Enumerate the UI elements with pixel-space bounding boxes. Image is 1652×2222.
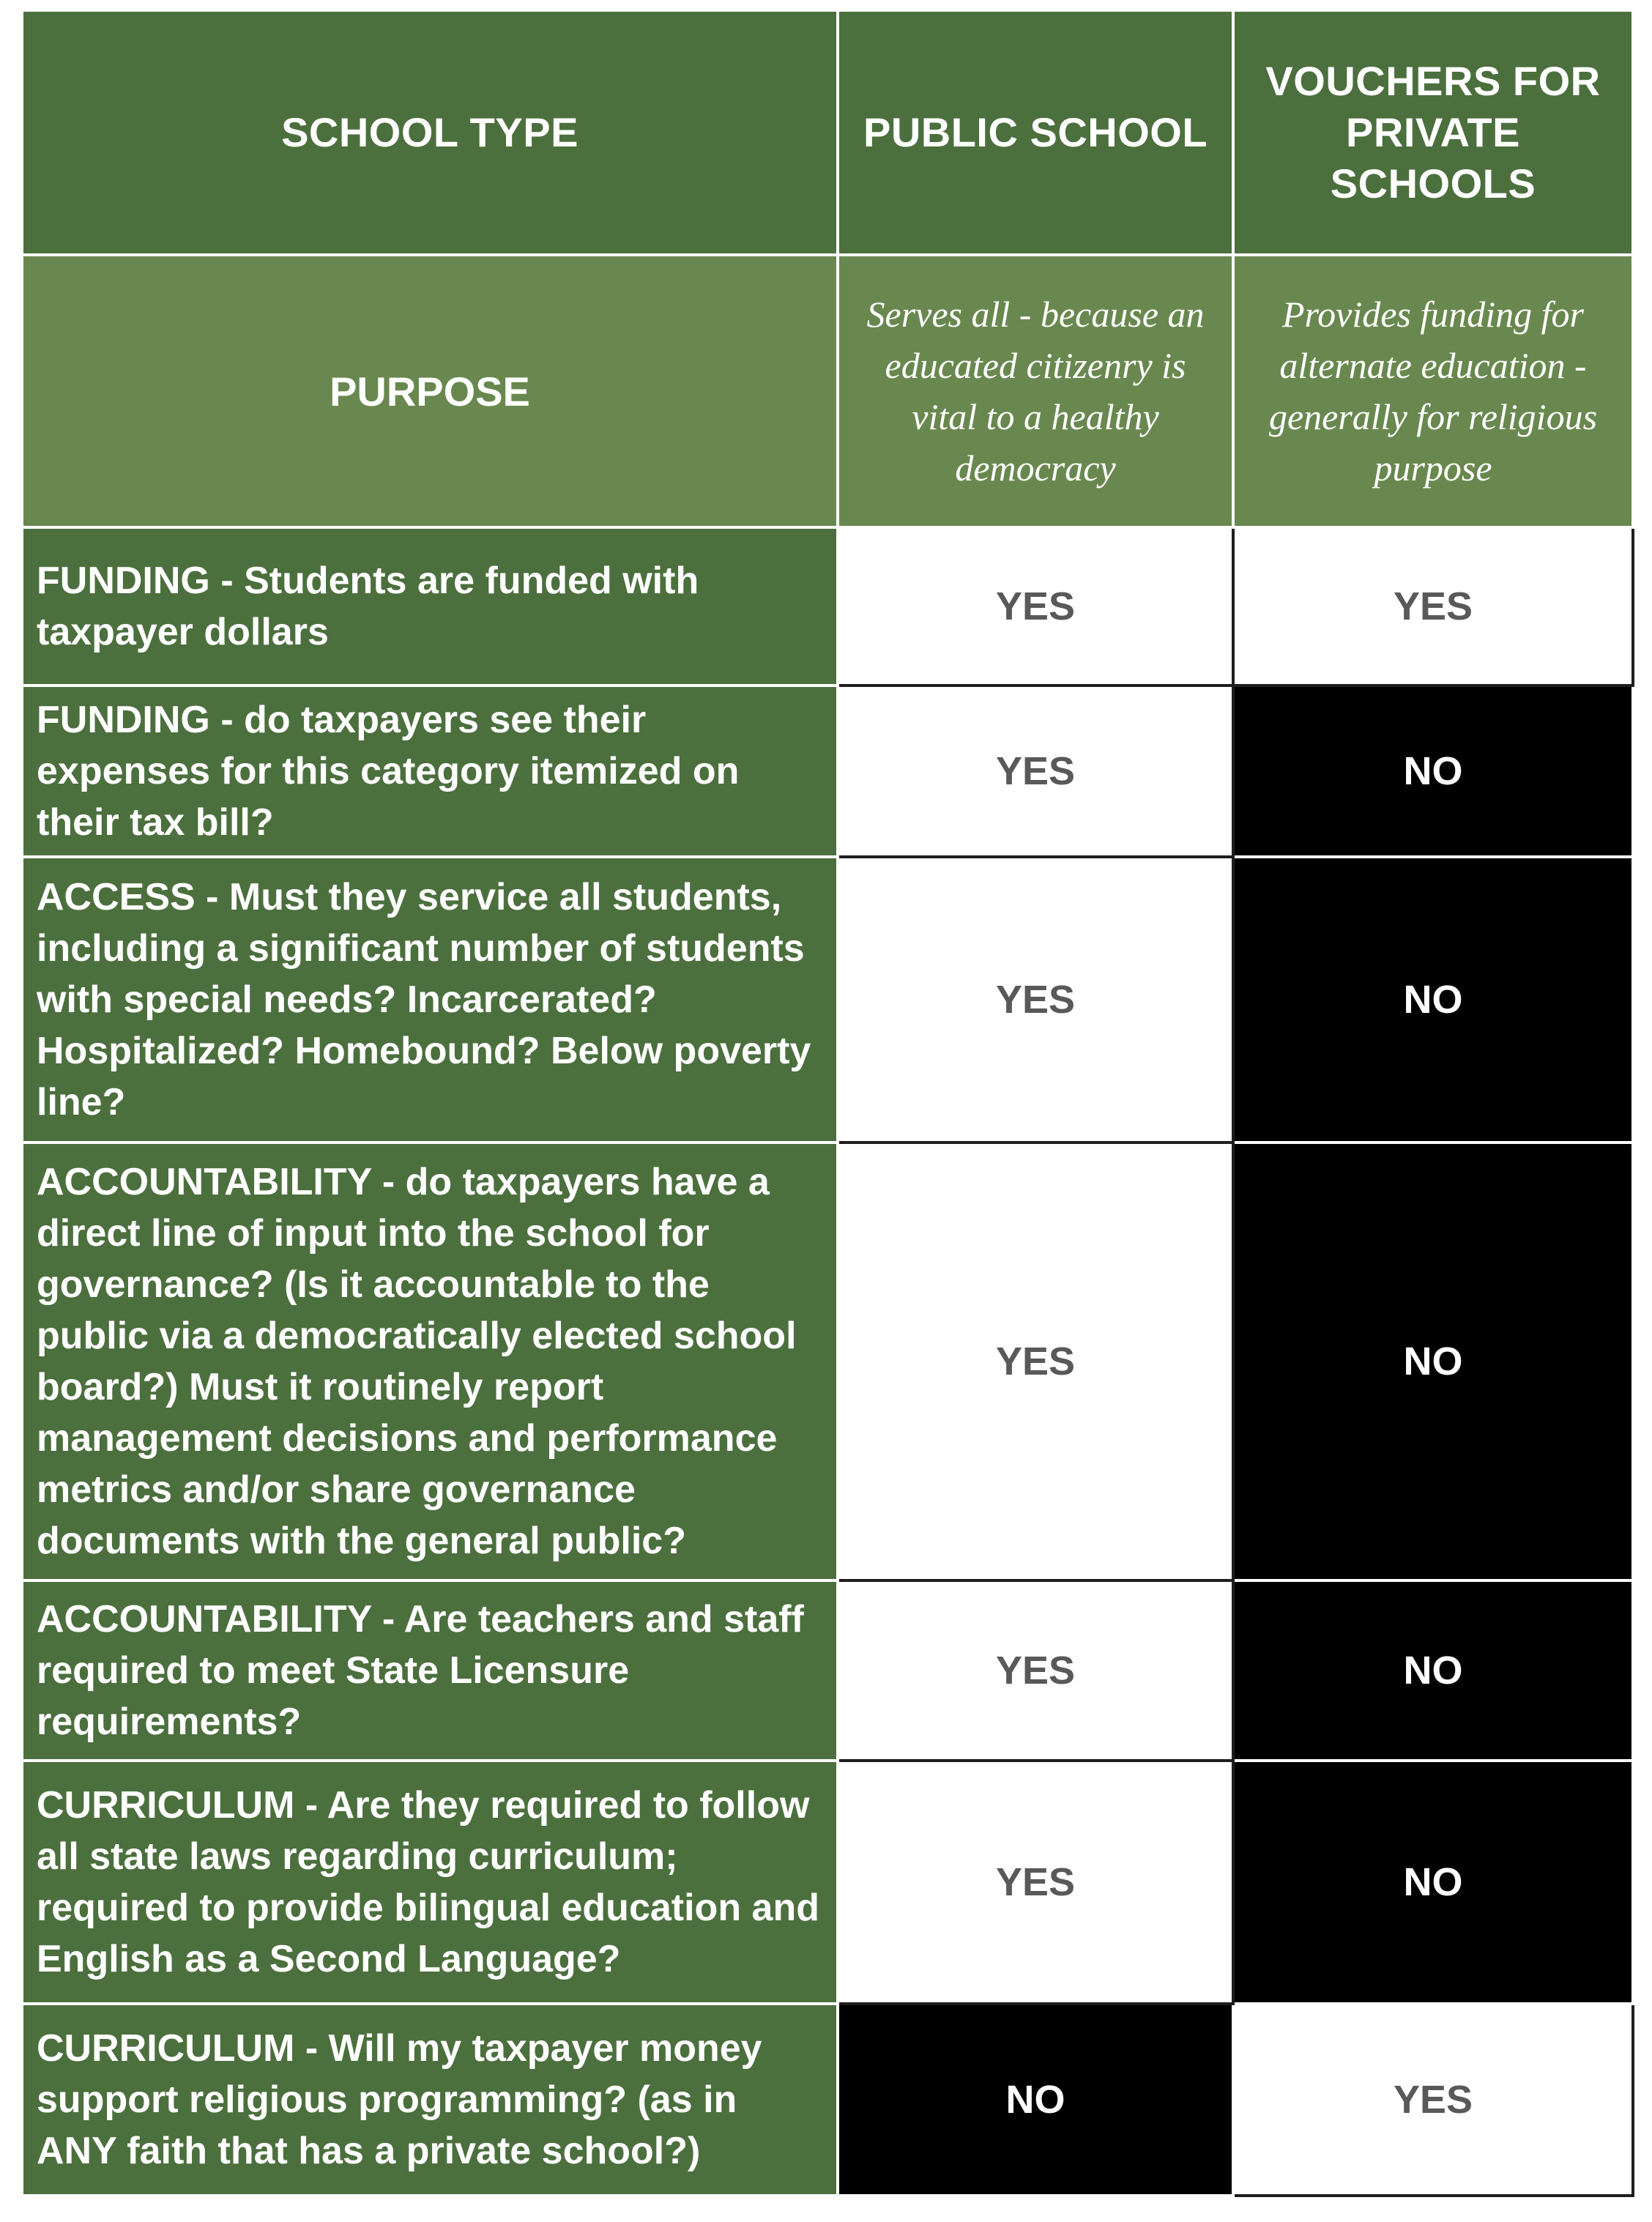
public-purpose-text: Serves all - because an educated citizenry is vital to a healthy democracy xyxy=(838,255,1233,527)
row-question: ACCOUNTABILITY - Are teachers and staff required to meet State Licensure requirements? xyxy=(22,1580,838,1761)
row-question: CURRICULUM - Will my taxpayer money support religious programming? (as in ANY faith that has a private school?) xyxy=(22,2004,838,2196)
purpose-label: PURPOSE xyxy=(22,255,838,527)
table-row xyxy=(22,685,1633,857)
school-type-header: SCHOOL TYPE xyxy=(22,10,838,255)
public-school-header: PUBLIC SCHOOL xyxy=(838,10,1233,255)
vouchers-answer: NO xyxy=(1233,1761,1633,2004)
comparison-table xyxy=(21,9,1634,2197)
table-row xyxy=(22,1580,1633,1761)
public-answer: YES xyxy=(838,527,1233,685)
public-answer: YES xyxy=(838,1580,1233,1761)
vouchers-purpose-text: Provides funding for alternate education - generally for religious purpose xyxy=(1233,255,1633,527)
vouchers-answer: NO xyxy=(1233,1142,1633,1580)
public-answer: YES xyxy=(838,1761,1233,2004)
purpose-row xyxy=(22,255,1633,527)
row-question: FUNDING - do taxpayers see their expenses for this category itemized on their tax bill? xyxy=(22,685,838,857)
row-question: CURRICULUM - Are they required to follow all state laws regarding curriculum; required to provide bilingual education and English as a Second Language? xyxy=(22,1761,838,2004)
header-row xyxy=(22,10,1633,255)
row-question: ACCESS - Must they service all students, including a significant number of students with special needs? Incarcerated? Hospitalized? Homebound? Below poverty line? xyxy=(22,857,838,1142)
vouchers-answer: NO xyxy=(1233,1580,1633,1761)
table-row xyxy=(22,857,1633,1142)
public-answer: YES xyxy=(838,857,1233,1142)
row-question: ACCOUNTABILITY - do taxpayers have a direct line of input into the school for governance? (Is it accountable to the public via a democratically elected school board?) Must it routinely report management decisions and performance metrics and/or share governance documents with the general public? xyxy=(22,1142,838,1580)
vouchers-answer: YES xyxy=(1233,527,1633,685)
public-answer: YES xyxy=(838,685,1233,857)
table-row xyxy=(22,2004,1633,2196)
public-answer: YES xyxy=(838,1142,1233,1580)
table-row xyxy=(22,1761,1633,2004)
table-row xyxy=(22,1142,1633,1580)
vouchers-answer: YES xyxy=(1233,2004,1633,2196)
vouchers-answer: NO xyxy=(1233,857,1633,1142)
row-question: FUNDING - Students are funded with taxpayer dollars xyxy=(22,527,838,685)
vouchers-answer: NO xyxy=(1233,685,1633,857)
vouchers-header: VOUCHERS FOR PRIVATE SCHOOLS xyxy=(1233,10,1633,255)
table-row xyxy=(22,527,1633,685)
public-answer: NO xyxy=(838,2004,1233,2196)
